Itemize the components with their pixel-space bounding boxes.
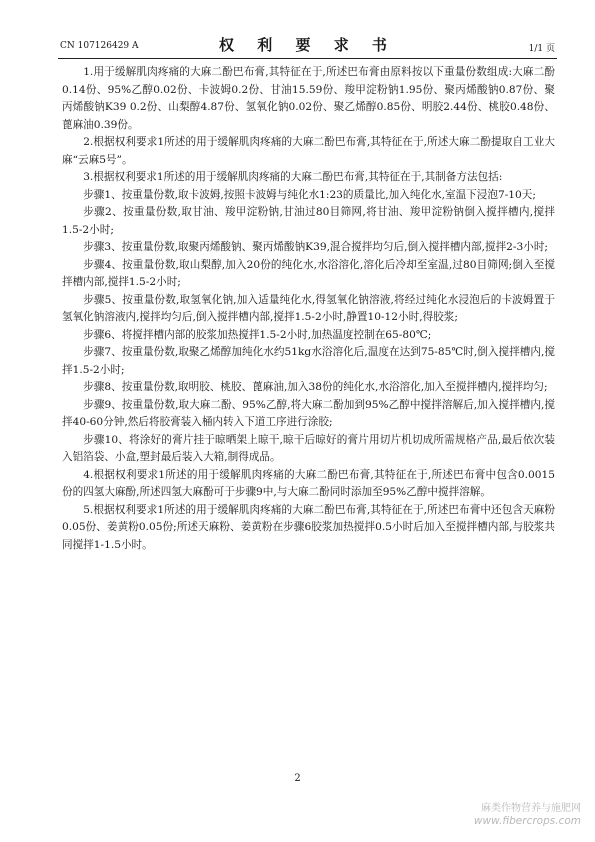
page-info: 1/1 页 xyxy=(528,44,555,54)
claim-5: 5.根据权利要求1所述的用于缓解肌肉疼痛的大麻二酚巴布膏,其特征在于,所述巴布膏中还包含天麻粉0.05份、姜黄粉0.05份;所述天麻粉、姜黄粉在步骤6胶浆加热搅拌0.5小时后加入至搅拌槽内部,与胶浆共同搅拌1-1.5小时。 xyxy=(62,503,555,551)
claim-1: 1.用于缓解肌肉疼痛的大麻二酚巴布膏,其特征在于,所述巴布膏由原料按以下重量份数组成:大麻二酚0.14份、95%乙醇0.02份、卡波姆0.2份、甘油15.59份、羧甲淀粉钠1.95份、聚丙烯酸钠0.87份、聚丙烯酸钠K39 0.2份、山梨醇4.87份、氢氧化钠0.02份、聚乙烯醇0.85份、明胶2.44份、桃胶0.48份、蓖麻油0.39份。 xyxy=(62,66,555,131)
publication-number: CN 107126429 A xyxy=(60,41,139,51)
claim-3-step-4: 步骤4、按重量份数,取山梨醇,加入20份的纯化水,水浴溶化,溶化后冷却至室温,过80目筛网;倒入至搅拌槽内部,搅拌1.5-2小时; xyxy=(62,258,555,288)
claim-3-step-7: 步骤7、按重量份数,取聚乙烯醇加纯化水约51kg水浴溶化后,温度在达到75-85℃时,倒入搅拌槽内,搅拌1.5-2小时; xyxy=(62,346,555,376)
claims-body xyxy=(62,64,555,554)
document-header xyxy=(60,34,555,56)
watermark-name: 麻类作物营养与施肥网 xyxy=(481,803,581,814)
watermark xyxy=(474,802,581,828)
claim-3-step-10: 步骤10、将涂好的膏片挂于晾晒架上晾干,晾干后晾好的膏片用切片机切成所需规格产品,最后依次装入铝箔袋、小盒,塑封最后装入大箱,制得成品。 xyxy=(62,433,555,463)
claim-3-step-1: 步骤1、按重量份数,取卡波姆,按照卡波姆与纯化水1:23的质量比,加入纯化水,室温下浸泡7-10天; xyxy=(83,188,536,201)
header-rule xyxy=(58,58,557,59)
claim-3-step-9: 步骤9、按重量份数,取大麻二酚、95%乙醇,将大麻二酚加到95%乙醇中搅拌溶解后,加入搅拌槽内,搅拌40-60分钟,然后将胶膏装入桶内转入下道工序进行涂胶; xyxy=(62,398,555,428)
claim-3-step-8: 步骤8、按重量份数,取明胶、桃胶、蓖麻油,加入38份的纯化水,水浴溶化,加入至搅拌槽内,搅拌均匀; xyxy=(83,381,548,393)
claim-3-step-3: 步骤3、按重量份数,取聚丙烯酸钠、聚丙烯酸钠K39,混合搅拌均匀后,倒入搅拌槽内部,搅拌2-3小时; xyxy=(83,241,548,253)
page-number: 2 xyxy=(294,773,301,784)
claim-3-step-5: 步骤5、按重量份数,取氢氧化钠,加入适量纯化水,得氢氧化钠溶液,将经过纯化水浸泡后的卡波姆置于氢氧化钠溶液内,搅拌均匀后,倒入搅拌槽内部,搅拌1.5-2小时,静置10-12小时,得胶浆; xyxy=(62,293,555,323)
claim-3-step-6: 步骤6、将搅拌槽内部的胶浆加热搅拌1.5-2小时,加热温度控制在65-80℃; xyxy=(83,328,432,341)
document-title: 权 利 要 求 书 xyxy=(219,36,396,54)
claim-4: 4.根据权利要求1所述的用于缓解肌肉疼痛的大麻二酚巴布膏,其特征在于,所述巴布膏中包含0.0015份的四氢大麻酚,所述四氢大麻酚可于步骤9中,与大麻二酚同时添加至95%乙醇中搅拌溶解。 xyxy=(62,468,555,498)
claim-3-step-2: 步骤2、按重量份数,取甘油、羧甲淀粉钠,甘油过80目筛网,将甘油、羧甲淀粉钠倒入搅拌槽内,搅拌1.5-2小时; xyxy=(62,206,555,236)
claim-3: 3.根据权利要求1所述的用于缓解肌肉疼痛的大麻二酚巴布膏,其特征在于,其制备方法包括: xyxy=(83,171,503,183)
claim-2: 2.根据权利要求1所述的用于缓解肌肉疼痛的大麻二酚巴布膏,其特征在于,所述大麻二酚提取自工业大麻“云麻5号”。 xyxy=(62,136,555,166)
watermark-url: www.fibercrops.com xyxy=(473,815,581,827)
